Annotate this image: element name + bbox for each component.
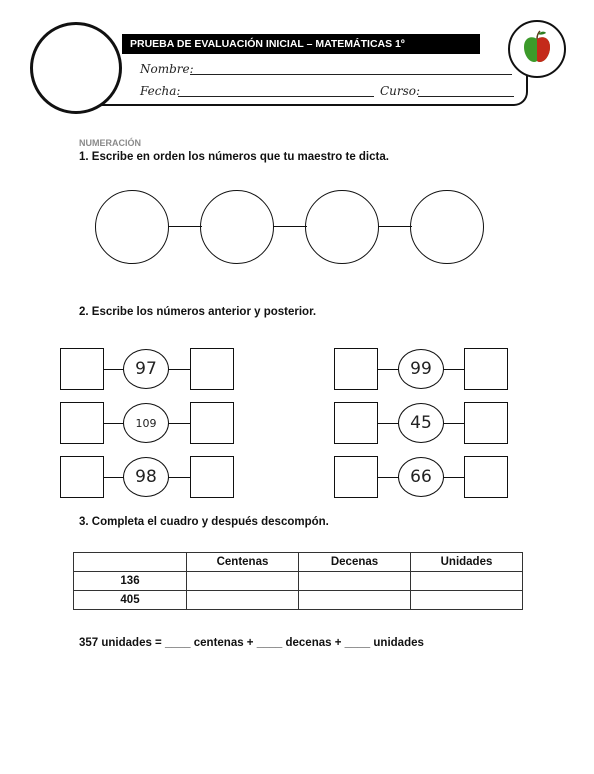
question-2: 2. Escribe los números anterior y posterior. (79, 306, 317, 318)
worksheet-title: PRUEBA DE EVALUACIÓN INICIAL – MATEMÁTICAS 1º (122, 34, 480, 54)
next-number-box[interactable] (190, 348, 234, 390)
number-oval: 98 (123, 457, 169, 497)
apple-icon (510, 22, 564, 76)
previous-number-box[interactable] (60, 456, 104, 498)
number-oval: 99 (398, 349, 444, 389)
answer-cell[interactable] (187, 572, 299, 591)
answer-cell[interactable] (187, 591, 299, 610)
circle-link (168, 226, 202, 227)
section-label: NUMERACIÓN (79, 138, 141, 148)
table-row (74, 591, 523, 610)
next-number-box[interactable] (190, 402, 234, 444)
table-header-unidades: Unidades (411, 553, 523, 572)
row-number: 136 (74, 572, 187, 591)
next-number-box[interactable] (464, 348, 508, 390)
table-header-centenas: Centenas (187, 553, 299, 572)
answer-cell[interactable] (299, 591, 411, 610)
table-header-decenas: Decenas (299, 553, 411, 572)
name-field[interactable] (190, 62, 512, 75)
circle-link (273, 226, 307, 227)
date-label: Fecha: (140, 84, 181, 98)
previous-number-box[interactable] (334, 456, 378, 498)
next-number-box[interactable] (190, 456, 234, 498)
question-1: 1. Escribe en orden los números que tu maestro te dicta. (79, 151, 389, 163)
question-3: 3. Completa el cuadro y después descompón. (79, 516, 329, 528)
apple-badge (508, 20, 566, 78)
answer-cell[interactable] (411, 572, 523, 591)
table-header-cell (74, 553, 187, 572)
number-oval: 109 (123, 403, 169, 443)
answer-cell[interactable] (411, 591, 523, 610)
number-oval: 97 (123, 349, 169, 389)
table-header-row (74, 553, 523, 572)
next-number-box[interactable] (464, 402, 508, 444)
course-field[interactable] (418, 84, 514, 97)
answer-circle[interactable] (305, 190, 379, 264)
answer-cell[interactable] (299, 572, 411, 591)
previous-number-box[interactable] (60, 348, 104, 390)
row-number: 405 (74, 591, 187, 610)
previous-number-box[interactable] (60, 402, 104, 444)
circle-link (378, 226, 412, 227)
answer-circle[interactable] (410, 190, 484, 264)
date-field[interactable] (178, 84, 374, 97)
previous-number-box[interactable] (334, 348, 378, 390)
next-number-box[interactable] (464, 456, 508, 498)
previous-number-box[interactable] (334, 402, 378, 444)
name-label: Nombre: (140, 62, 194, 76)
place-value-table (73, 552, 523, 610)
table-row (74, 572, 523, 591)
decomposition-line: 357 unidades = ____ centenas + ____ decenas + ____ unidades (79, 637, 424, 649)
answer-circle[interactable] (95, 190, 169, 264)
header-circle (30, 22, 122, 114)
answer-circle[interactable] (200, 190, 274, 264)
number-oval: 66 (398, 457, 444, 497)
number-oval: 45 (398, 403, 444, 443)
course-label: Curso: (380, 84, 421, 98)
